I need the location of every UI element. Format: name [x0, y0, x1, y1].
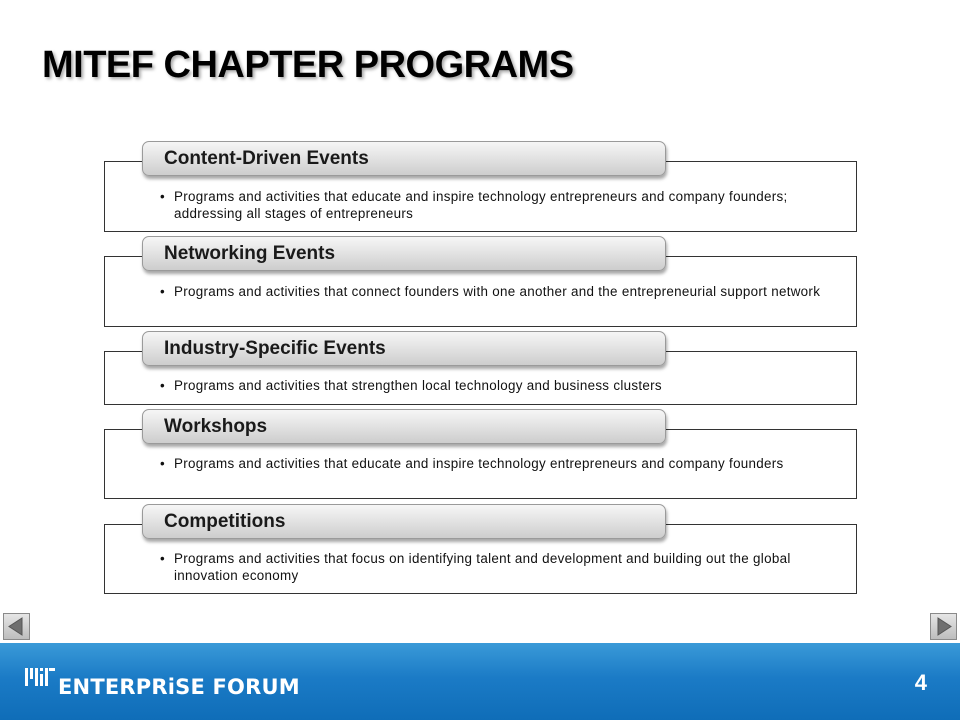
footer-bar [0, 643, 960, 720]
bullet-icon: • [160, 189, 165, 204]
triangle-right-icon [931, 614, 956, 639]
program-heading: Content-Driven Events [142, 141, 666, 176]
program-description: • Programs and activities that strengthen local technology and business clusters [160, 378, 662, 393]
program-card-workshops [104, 409, 857, 500]
program-description: • Programs and activities that educate and inspire technology entrepreneurs and company founders [160, 456, 784, 471]
bullet-icon: • [160, 551, 165, 566]
program-heading: Networking Events [142, 236, 666, 271]
next-slide-button[interactable] [930, 613, 957, 640]
program-card-networking [104, 236, 857, 327]
program-description: • Programs and activities that educate and inspire technology entrepreneurs and company founders; addressing all stages of entrepreneurs [160, 189, 788, 221]
program-heading: Competitions [142, 504, 666, 539]
page-number: 4 [914, 670, 927, 695]
logo-text: ENTERPRiSE FORUM [58, 675, 300, 699]
program-card-industry-specific [104, 331, 857, 405]
slide-title: MITEF CHAPTER PROGRAMS [42, 44, 574, 86]
program-description: • Programs and activities that connect founders with one another and the entrepreneurial support network [160, 284, 821, 299]
bullet-icon: • [160, 456, 165, 471]
bullet-icon: • [160, 378, 165, 393]
mit-logo-icon [24, 668, 56, 686]
program-card-competitions [104, 504, 857, 595]
enterprise-forum-logo [24, 668, 300, 700]
program-heading: Workshops [142, 409, 666, 444]
program-card-content-driven [104, 141, 857, 232]
triangle-left-icon [4, 614, 29, 639]
program-heading: Industry-Specific Events [142, 331, 666, 366]
previous-slide-button[interactable] [3, 613, 30, 640]
bullet-icon: • [160, 284, 165, 299]
program-description: • Programs and activities that focus on identifying talent and development and building out the global innovation economy [160, 551, 791, 583]
